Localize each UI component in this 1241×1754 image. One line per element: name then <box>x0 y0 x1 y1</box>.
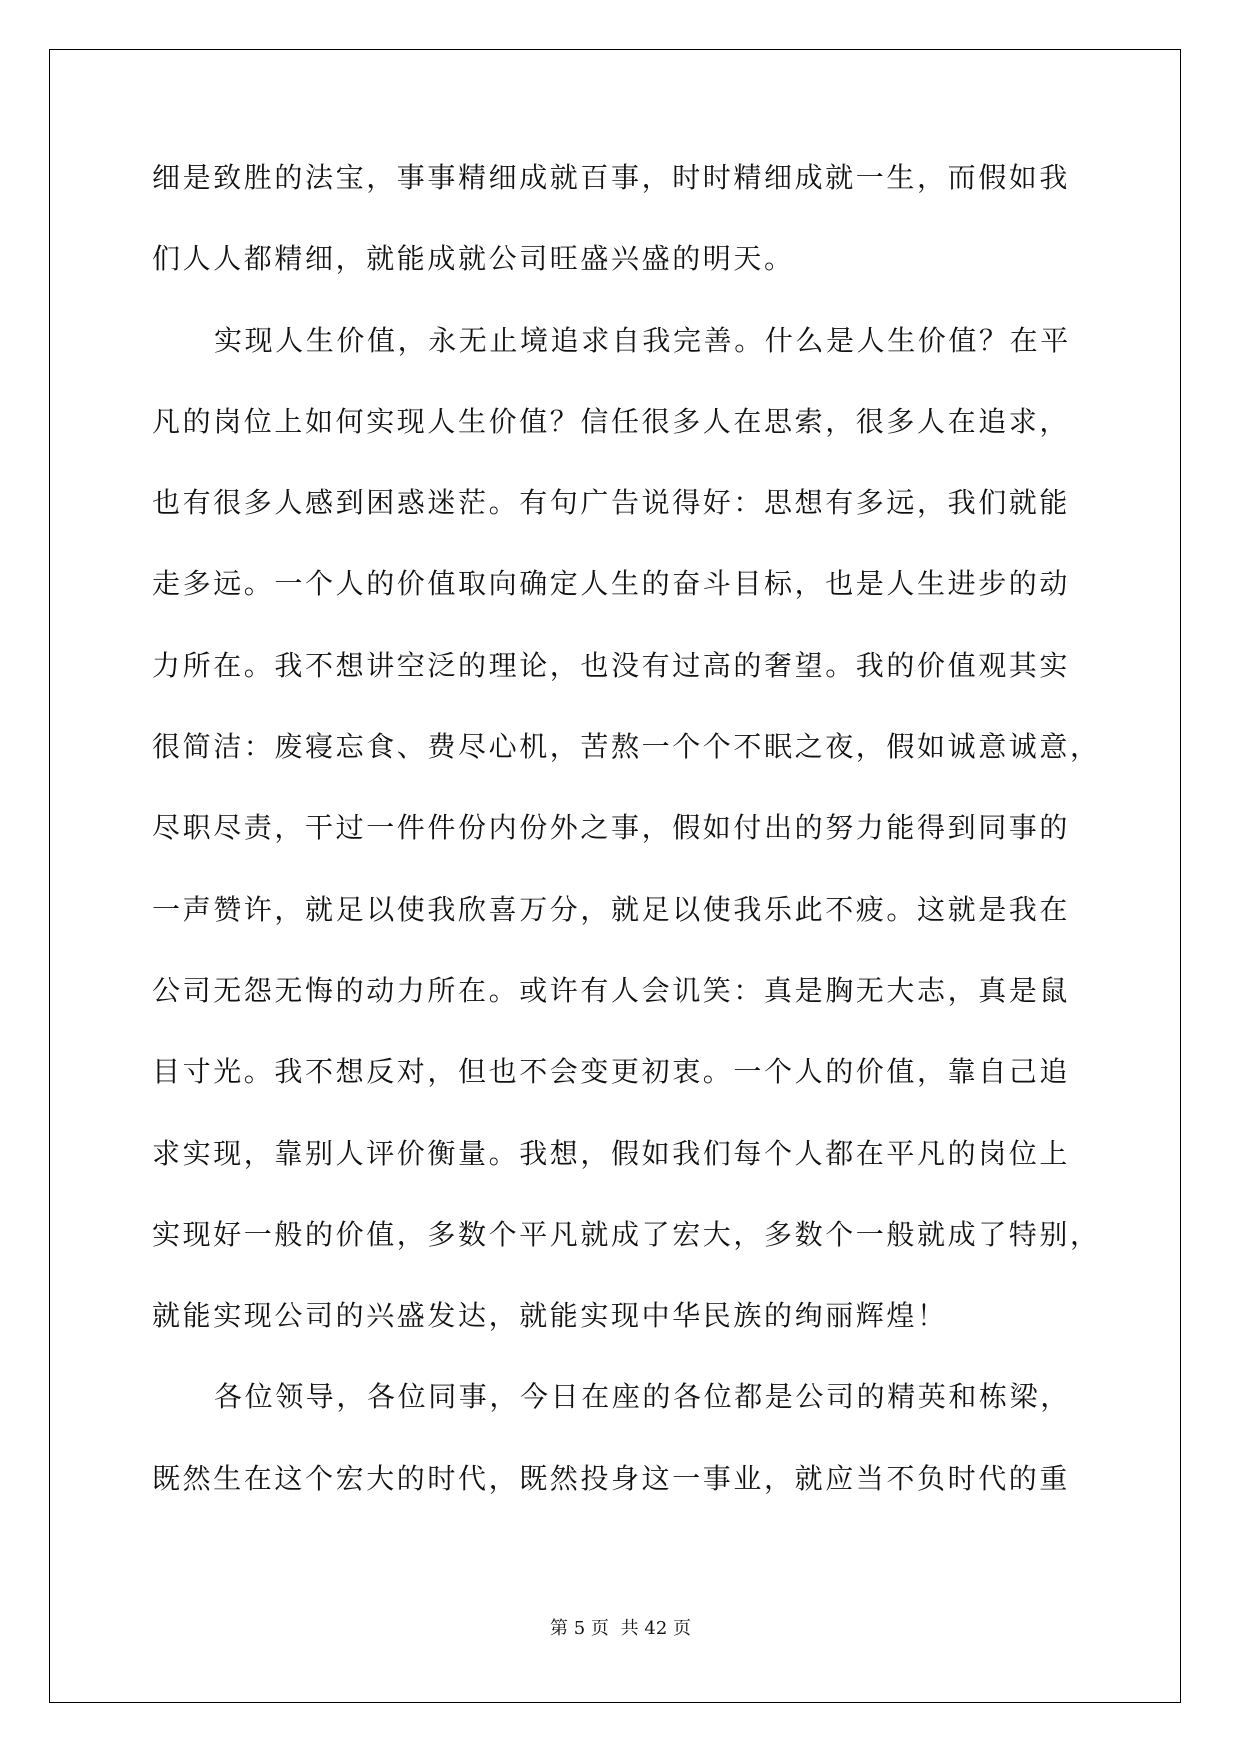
text-line: 实现好一般的价值，多数个平凡就成了宏大，多数个一般就成了特别， <box>152 1217 1101 1251</box>
document-body <box>152 161 1101 1546</box>
page-total: 共 42 页 <box>620 1618 691 1639</box>
text-line: 力所在。我不想讲空泛的理论，也没有过高的奢望。我的价值观其实 <box>152 648 1071 682</box>
text-line: 走多远。一个人的价值取向确定人生的奋斗目标，也是人生进步的动 <box>152 567 1071 601</box>
page-number: 第 5 页 <box>550 1618 609 1639</box>
text-line: 各位领导，各位同事，今日在座的各位都是公司的精英和栋梁， <box>214 1380 1071 1414</box>
text-line: 也有很多人感到困惑迷茫。有句广告说得好：思想有多远，我们就能 <box>152 486 1071 520</box>
text-line: 尽职尽责，干过一件件份内份外之事，假如付出的努力能得到同事的 <box>152 811 1071 845</box>
text-line: 很简洁：废寝忘食、费尽心机，苦熬一个个不眠之夜，假如诚意诚意， <box>152 730 1101 764</box>
text-line: 求实现，靠别人评价衡量。我想，假如我们每个人都在平凡的岗位上 <box>152 1136 1071 1170</box>
text-line: 细是致胜的法宝，事事精细成就百事，时时精细成就一生，而假如我 <box>152 161 1071 194</box>
text-line: 既然生在这个宏大的时代，既然投身这一事业，就应当不负时代的重 <box>152 1461 1071 1495</box>
text-line: 实现人生价值，永无止境追求自我完善。什么是人生价值？在平 <box>214 323 1071 357</box>
text-line: 凡的岗位上如何实现人生价值？信任很多人在思索，很多人在追求， <box>152 404 1071 438</box>
page-footer <box>0 1614 1241 1640</box>
text-line: 们人人都精细，就能成就公司旺盛兴盛的明天。 <box>152 242 795 276</box>
text-line: 目寸光。我不想反对，但也不会变更初衷。一个人的价值，靠自己追 <box>152 1055 1071 1089</box>
text-line: 公司无怨无悔的动力所在。或许有人会讥笑：真是胸无大志，真是鼠 <box>152 973 1071 1007</box>
text-line: 就能实现公司的兴盛发达，就能实现中华民族的绚丽辉煌！ <box>152 1299 948 1333</box>
text-line: 一声赞许，就足以使我欣喜万分，就足以使我乐此不疲。这就是我在 <box>152 892 1071 926</box>
